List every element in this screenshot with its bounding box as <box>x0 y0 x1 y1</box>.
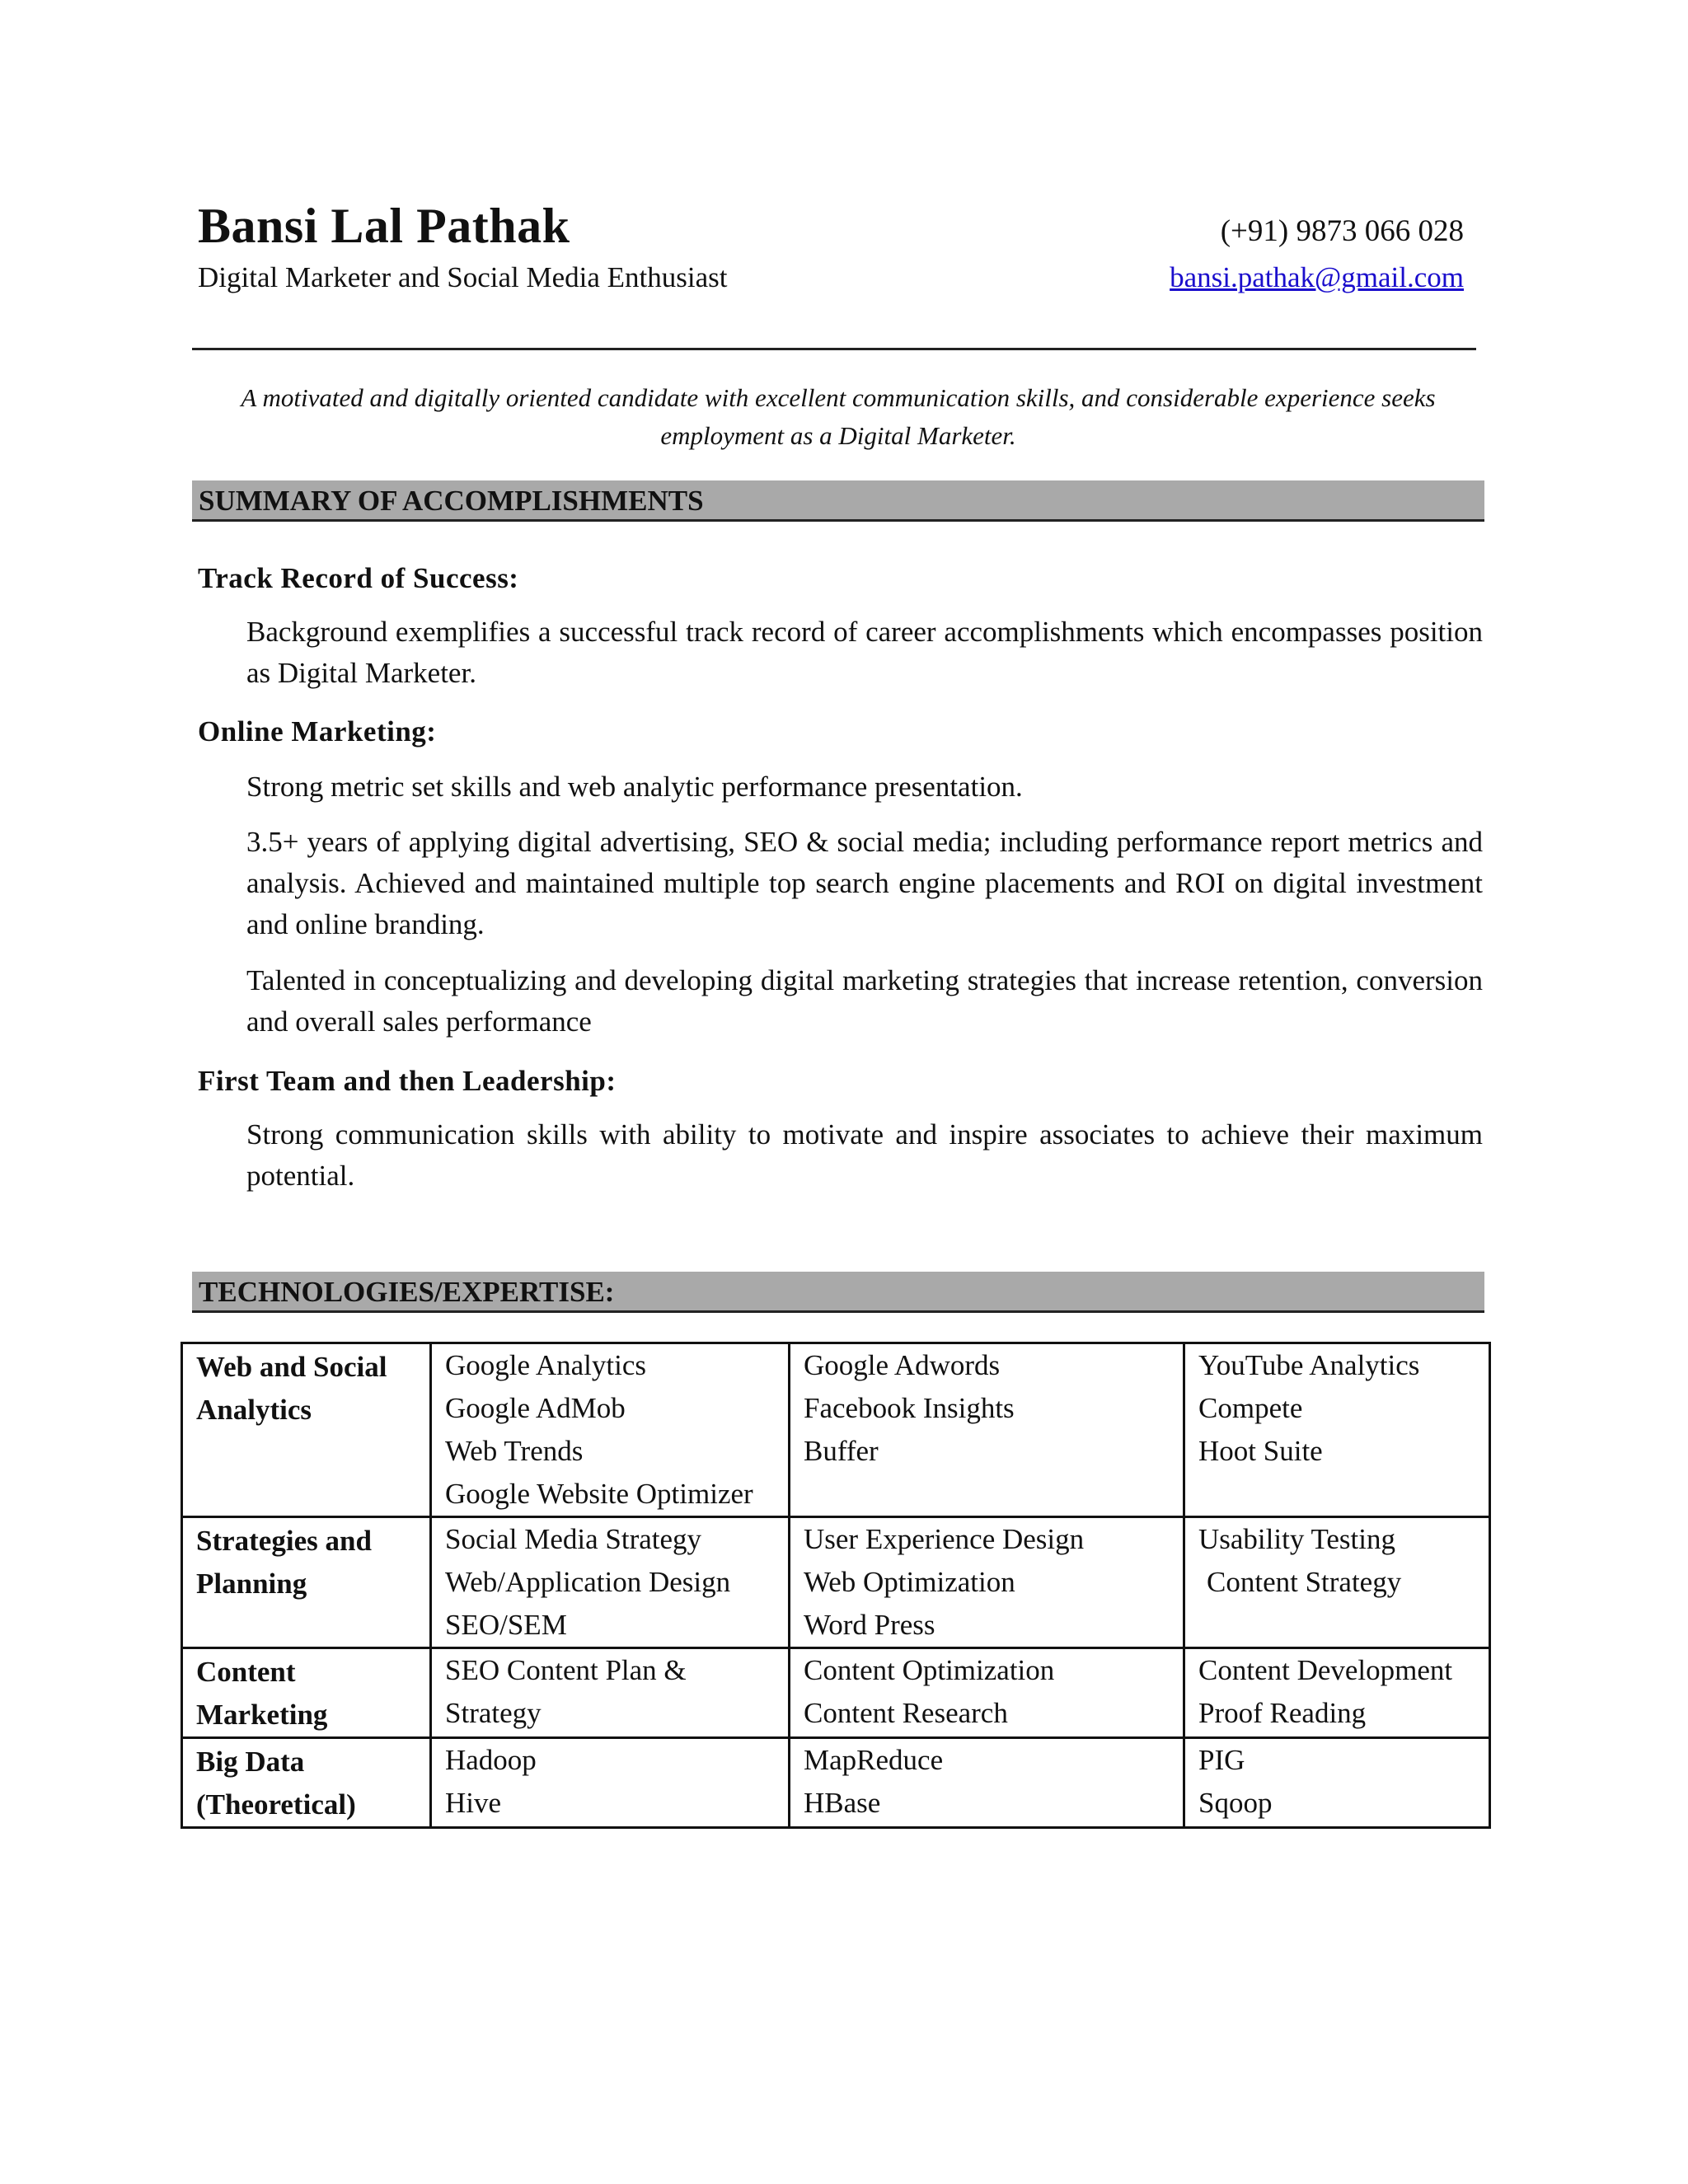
technologies-section-title: TECHNOLOGIES/EXPERTISE: <box>199 1276 615 1308</box>
skill-item: Usability Testing <box>1198 1523 1395 1555</box>
paragraph-online-marketing-3: Talented in conceptualizing and developing digital marketing strategies that increase retention, conversion and overall sales performance <box>246 964 1483 1038</box>
skill-item: Web Optimization <box>804 1566 1015 1598</box>
category-label: Big Data <box>196 1746 305 1778</box>
objective-line: employment as a Digital Marketer. <box>660 421 1016 450</box>
skill-item: Hive <box>445 1787 502 1819</box>
category-label: Content <box>196 1656 296 1688</box>
skill-cell <box>1184 1648 1490 1738</box>
paragraph-online-marketing-2: 3.5+ years of applying digital advertising, SEO & social media; including performance report metrics and analysis. Achieved and maintained multiple top search engine placements and ROI on digital investment and online branding. <box>246 826 1483 940</box>
category-cell <box>182 1738 431 1828</box>
skill-item: SEO/SEM <box>445 1609 567 1641</box>
skill-item: Compete <box>1198 1392 1303 1424</box>
summary-section-header <box>192 480 1484 522</box>
skill-item: Word Press <box>804 1609 935 1641</box>
table-row <box>182 1517 1490 1648</box>
skill-item: YouTube Analytics <box>1198 1349 1420 1381</box>
skill-cell <box>1184 1343 1490 1517</box>
header-divider <box>192 348 1476 350</box>
skill-item: User Experience Design <box>804 1523 1085 1555</box>
skill-cell <box>790 1738 1184 1828</box>
skill-item: Content Development <box>1198 1654 1453 1686</box>
subheading-online-marketing: Online Marketing: <box>198 715 437 748</box>
skill-item: MapReduce <box>804 1744 944 1776</box>
category-label: Web and Social <box>196 1351 387 1383</box>
paragraph-leadership: Strong communication skills with ability to motivate and inspire associates to achieve their maximum potential. <box>246 1118 1483 1192</box>
skill-item: Sqoop <box>1198 1787 1273 1819</box>
skill-item: Facebook Insights <box>804 1392 1015 1424</box>
category-label: Analytics <box>196 1394 312 1426</box>
skill-item: Content Research <box>804 1697 1008 1729</box>
paragraph-track-record: Background exemplifies a successful track record of career accomplishments which encompasses position as Digital Marketer. <box>246 616 1483 689</box>
candidate-name: Bansi Lal Pathak <box>198 199 570 253</box>
skill-item: Web Trends <box>445 1435 584 1467</box>
skill-item: Social Media Strategy <box>445 1523 702 1555</box>
category-label: Planning <box>196 1568 307 1600</box>
skill-item: Google Website Optimizer <box>445 1478 753 1510</box>
skill-cell <box>790 1648 1184 1738</box>
skill-cell <box>790 1343 1184 1517</box>
subheading-track-record: Track Record of Success: <box>198 562 519 594</box>
category-label: Marketing <box>196 1699 328 1731</box>
email-link[interactable]: bansi.pathak@gmail.com <box>1170 261 1464 293</box>
skill-item: Strategy <box>445 1697 542 1729</box>
summary-section-title: SUMMARY OF ACCOMPLISHMENTS <box>199 485 704 517</box>
skill-item: PIG <box>1198 1744 1245 1776</box>
skill-item: Content Optimization <box>804 1654 1055 1686</box>
category-cell <box>182 1343 431 1517</box>
skill-cell <box>431 1343 790 1517</box>
category-label: Strategies and <box>196 1525 372 1557</box>
skill-item: Web/Application Design <box>445 1566 731 1598</box>
skill-cell <box>431 1738 790 1828</box>
objective-statement <box>192 379 1484 455</box>
skill-cell <box>1184 1517 1490 1648</box>
skill-cell <box>790 1517 1184 1648</box>
skill-item: Content Strategy <box>1207 1566 1402 1598</box>
objective-line: A motivated and digitally oriented candidate with excellent communication skills, and considerable experience seeks <box>241 383 1436 412</box>
skill-item: Buffer <box>804 1435 879 1467</box>
table-row <box>182 1648 1490 1738</box>
skill-item: HBase <box>804 1787 881 1819</box>
skill-cell <box>1184 1738 1490 1828</box>
category-cell <box>182 1517 431 1648</box>
table-row <box>182 1738 1490 1828</box>
skill-cell <box>431 1517 790 1648</box>
skill-item: Proof Reading <box>1198 1697 1367 1729</box>
subheading-leadership: First Team and then Leadership: <box>198 1065 617 1097</box>
skill-item: Google Adwords <box>804 1349 1001 1381</box>
skill-item: SEO Content Plan & <box>445 1654 687 1686</box>
category-label: (Theoretical) <box>196 1788 356 1821</box>
skills-table <box>181 1342 1491 1829</box>
skill-item: Hoot Suite <box>1198 1435 1323 1467</box>
skill-item: Google AdMob <box>445 1392 626 1424</box>
candidate-tagline: Digital Marketer and Social Media Enthusiast <box>198 261 728 293</box>
technologies-section-header <box>192 1272 1484 1313</box>
skill-cell <box>431 1648 790 1738</box>
phone-number: (+91) 9873 066 028 <box>1220 214 1464 248</box>
skill-item: Google Analytics <box>445 1349 646 1381</box>
paragraph-online-marketing-1: Strong metric set skills and web analytic performance presentation. <box>246 771 1023 803</box>
table-row <box>182 1343 1490 1517</box>
skill-item: Hadoop <box>445 1744 537 1776</box>
category-cell <box>182 1648 431 1738</box>
